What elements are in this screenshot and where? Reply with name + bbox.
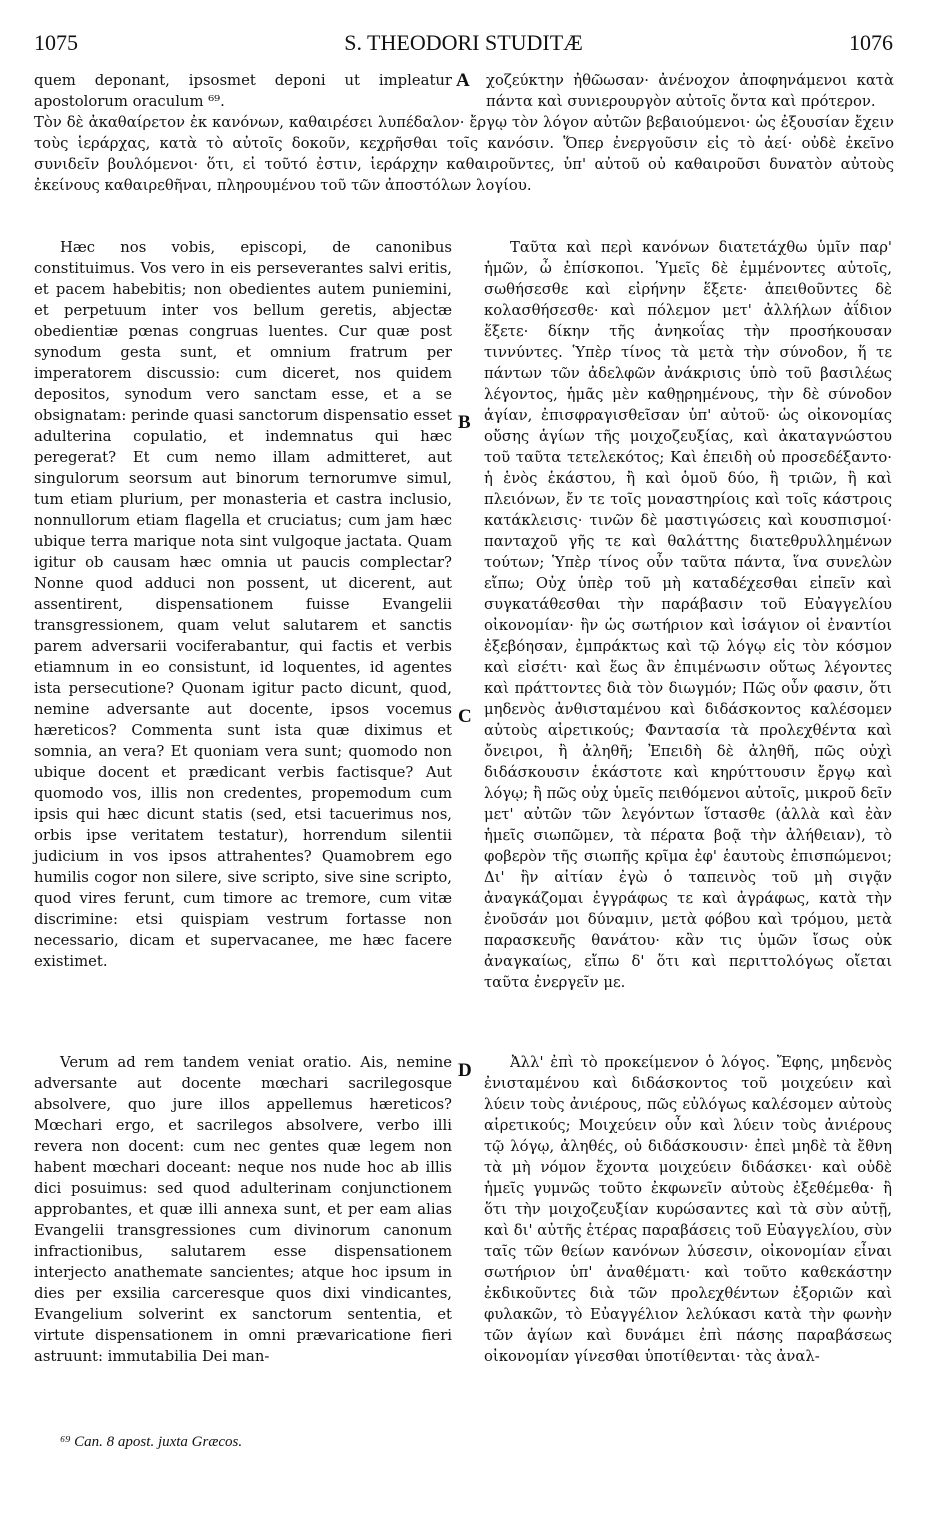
page-number-left: 1075	[34, 30, 78, 55]
greek-paragraph-1: Ταῦτα καὶ περὶ κανόνων διατετάχθω ὑμῖν παρ' ἡμῶν, ὦ ἐπίσκοποι. Ὑμεῖς δὲ ἐμμένοντες αὐτοῖς, σωθήσεσθε καὶ εἰρήνην ἕξετε· ἀπειθοῦντες δὲ κολασθήσεσθε· καὶ πόλεμον μετ' ἀλλήλων ἀΐδιον ἕξετε· δίκην τῆς ἀνηκοΐας τὴν προσήκουσαν τιννύντες. Ὑπὲρ τίνος τὰ μετὰ τὴν σύνοδον, ἥ τε πάντων τῶν ἀδελφῶν ἀνάκρισις ὑπὸ τοῦ βασιλέως λέγοντος, ἡμᾶς μὲν καθῃρημένους, τὴν δὲ σύνοδον ἁγίαν, ἐπισφραγισθεῖσαν ὑπ' αὐτοῦ· ὡς οἰκονομίας οὔσης ἁγίων τῆς μοιχοζευξίας, καὶ ἀκαταγνώστου τοῦ ταῦτα τετελεκότος; Καὶ ἐπειδὴ οὐ προσεδέξαντο· ἡ ἑνὸς ἑκάστου, ἢ καὶ ὁμοῦ δύο, ἢ τριῶν, ἢ καὶ πλειόνων, ἔν τε τοῖς μοναστηρίοις καὶ τοῖς κάστροις κατάκλεισις· τινῶν δὲ μαστιγώσεις καὶ κουσπισμοί· πανταχοῦ γῆς τε καὶ θαλάττης διατεθρυλλημένων τούτων; Ὑπὲρ τίνος οὖν ταῦτα πάντα, ἵνα συνελὼν εἴπω; Οὐχ ὑπὲρ τοῦ μὴ καταδέχεσθαι εἰπεῖν καὶ συγκατάθεσθαι τὴν παράβασιν τοῦ Εὐαγγελίου οἰκονομίαν· ἣν ὡς σωτήριον καὶ ἰσάγιον οἱ ἐναντίοι ἐξεβόησαν, ἐμπράκτως καὶ τῷ λόγῳ εἰς τὸν κόσμον καὶ εἰσέτι· καὶ ἕως ἂν ἐπιμένωσιν οὕτως λέγοντες καὶ πράττοντες διὰ τὸν διωγμόν; Πῶς οὖν φασιν, ὅτι μηδενὸς ἀνθισταμένου καὶ διδάσκοντος καλέσομεν αὐτοὺς αἱρετικούς; Φαντασία τὰ προλεχθέντα καὶ ὄνειροι, ἢ ἀληθῆ; Ἐπειδὴ δὲ ἀληθῆ, πῶς οὐχὶ διδάσκουσιν ἑκάστοτε καὶ κηρύττουσιν ἔργῳ καὶ λόγῳ; ἢ πῶς οὐχ ὑμεῖς πειθόμενοι αὐτοῖς, μικροῦ δεῖν μετ' αὐτῶν τῶν λεγόντων ἵστασθε (ἀλλὰ καὶ ἐὰν ἡμεῖς σιωπῶμεν, τὰ πέρατα βοᾷ τὴν ἀλήθειαν), τὸ φοβερὸν τῆς σιωπῆς κρῖμα ἐφ' ἑαυτοὺς ἐπισπώμενοι; Δι' ἣν αἰτίαν ἐγὼ ὁ ταπεινὸς τοῦ μὴ σιγᾷν ἀναγκάζομαι ἐγγράφως τε καὶ ἀγράφως, κατὰ τὴν ἐνοῦσάν μοι δύναμιν, μετὰ φόβου καὶ τρόμου, μετὰ παρασκευῆς θανάτου· κἂν τις ὑμῶν ἴσως οὐκ ἀναγκαίως, εἴπω δ' ὅτι καὶ περιττολόγως οἴεται ταῦτα ἐνεργεῖν με.	[484, 239, 892, 991]
latin-column-section-1	[34, 237, 452, 972]
margin-marker-b: B	[458, 412, 471, 433]
page-number-right: 1076	[849, 30, 893, 55]
latin-paragraph-1: Hæc nos vobis, episcopi, de canonibus constituimus. Vos vero in eis perseverantes salvi eritis, et pacem habebitis; non obedientes autem puniemini, et perpetuum inter vos bellum geretis, abjectæ obedientiæ pœnas congruas luentes. Cur quæ post synodum gesta sunt, et omnium fratrum per imperatorem discussio: cum diceret, nos quidem depositos, synodum vero sanctam esse, et a se obsignatam: perinde quasi sanctorum dispensatio esset adulterina copulatio, et indemnatus qui hæc peregerat? Et cum nemo illam admitteret, aut singulorum seorsum aut binorum ternorumve simul, tum etiam plurium, per monasteria et castra inclusio, nonnullorum etiam flagella et cruciatus; cum jam hæc ubique terra marique nota sint vulgoque jactata. Quam igitur ob causam hæc omnia ut paucis complectar? Nonne quod adduci non possent, ut dicerent, aut assentirent, dispensationem fuisse Evangelii transgressionem, quam velut salutarem et sanctis parem adversarii vociferabantur, qui factis et verbis etiamnum in eo consistunt, id loquentes, id agentes ista persecutione? Quonam igitur pacto dicunt, quod, nemine adversante aut docente, ipsos vocemus hæreticos? Commenta sunt ista quæ diximus et somnia, an vera? Et quoniam vera sunt; quomodo non ubique docent et prædicant verbis factisque? Aut quomodo vos, illis non credentes, propemodum cum ipsis qui hæc dicunt statis (sed, etsi tacuerimus nos, orbis ipse veritatem testatur), horrendum silentii judicium in vos ipsos attrahentes? Quamobrem ego humilis cogor non silere, sive scripto, sive sine scripto, quod vires ferunt, cum timore ac tremore, cum vitæ discrimine: etsi quispiam vestrum fortasse non necessario, dicam et supervacanee, me hæc facere existimet.	[34, 239, 452, 970]
lead-latin: quem deponant, ipsosmet deponi ut impleatur apostolorum oraculum ⁶⁹.	[34, 72, 452, 110]
greek-column-section-2	[484, 1052, 892, 1367]
latin-paragraph-2: Verum ad rem tandem veniat oratio. Ais, nemine adversante aut docente mœchari sacrilegosque absolvere, quo jure illos appellemus hæreticos? Mœchari ergo, et sacrilegos absolvere, verbo illi revera non docent: cum nec gentes quæ legem non habent mœchari doceant: neque nos nude hoc ab illis dici posuimus: sed quod adulterinam conjunctionem approbantes, et quæ illi annexa sunt, et per eam alias Evangelii transgressiones cum divinorum canonum infractionibus, salutarem esse dispensationem interjecto anathemate sancientes; atque hoc ipsum in dies per exsilia carceresque quos dixi vindicantes, Evangelium solverint ex sanctorum sententia, et virtute dispensationem in omni prævaricatione fieri astruunt: immutabilia Dei man-	[34, 1054, 452, 1365]
lead-greek-right: χοζεύκτην ἠθῶωσαν· ἀνένοχον ἀποφηνάμενοι κατὰ πάντα καὶ συνιερουργὸν αὐτοῖς ὄντα καὶ πρότερον.	[486, 72, 894, 110]
footnote: ⁶⁹ Can. 8 apost. juxta Græcos.	[60, 1434, 243, 1450]
page-header	[34, 30, 893, 60]
running-title: S. THEODORI STUDITÆ	[344, 30, 583, 55]
margin-marker-d: D	[458, 1060, 472, 1081]
greek-column-section-1	[484, 237, 892, 993]
margin-marker-c: C	[458, 706, 472, 727]
margin-marker-a: A	[456, 70, 470, 91]
greek-paragraph-2: Ἀλλ' ἐπὶ τὸ προκείμενον ὁ λόγος. Ἔφης, μηδενὸς ἐνισταμένου καὶ διδάσκοντος τοῦ μοιχεύειν καὶ λύειν τοὺς ἀνιέρους, πῶς εὐλόγως καλέσομεν αὐτοὺς αἱρετικούς; Μοιχεύειν οὖν καὶ λύειν τοὺς ἀνιέρους τῷ λόγῳ, ἀληθές, οὐ διδάσκουσιν· ἐπεὶ μηδὲ τὰ ἔθνη τὰ μὴ νόμον ἔχοντα μοιχεύειν διδάσκει· καὶ οὐδὲ ἡμεῖς γυμνῶς τοῦτο ἐκφωνεῖν αὐτοὺς ἐξεθέμεθα· ἢ ὅτι τὴν μοιχοζευξίαν κυρώσαντες καὶ τὰ σὺν αὐτῇ, καὶ δι' αὐτῆς ἑτέρας παραβάσεις τοῦ Εὐαγγελίου, σὺν ταῖς τῶν θείων κανόνων λύσεσιν, οἰκονομίαν εἶναι σωτήριον ὑπ' ἀναθέματι· καὶ τοῦτο καθεκάστην ἐκδικοῦντες διὰ τῶν προλεχθέντων ἐξοριῶν καὶ φυλακῶν, τὸ Εὐαγγέλιον λελύκασι κατὰ τὴν φωνὴν τῶν ἁγίων καὶ δυνάμει ἐπὶ πάσης παραβάσεως οἰκονομίαν γίνεσθαι ὑποτίθενται· τὰς ἀναλ-	[484, 1054, 892, 1365]
latin-column-section-2	[34, 1052, 452, 1367]
lead-greek-full: Τὸν δὲ ἀκαθαίρετον ἐκ κανόνων, καθαιρέσει λυπέδαλον· ἔργῳ τὸν λόγον αὐτῶν βεβαιούμενοι· ὡς ἐξουσίαν ἔχειν τοὺς ἱεράρχας, κατὰ τὸ αὐτοῖς δοκοῦν, κεχρῆσθαι τοῖς κανόσιν. Ὅπερ ἐνεργοῦσιν εἰς τὸ ἀεί· οὐδὲ ἐκεῖνο συνιδεῖν βουλόμενοι· ὅτι, εἰ τοῦτό ἐστιν, ἱεράρχην καθαιροῦντες, ὑπ' αὐτοῦ οὐ καθαιροῦσι δυνατὸν αὐτοὺς ἐκείνους καθαιρεθῆναι, πληρουμένου τοῦ τῶν ἀποστόλων λογίου.	[34, 114, 894, 194]
